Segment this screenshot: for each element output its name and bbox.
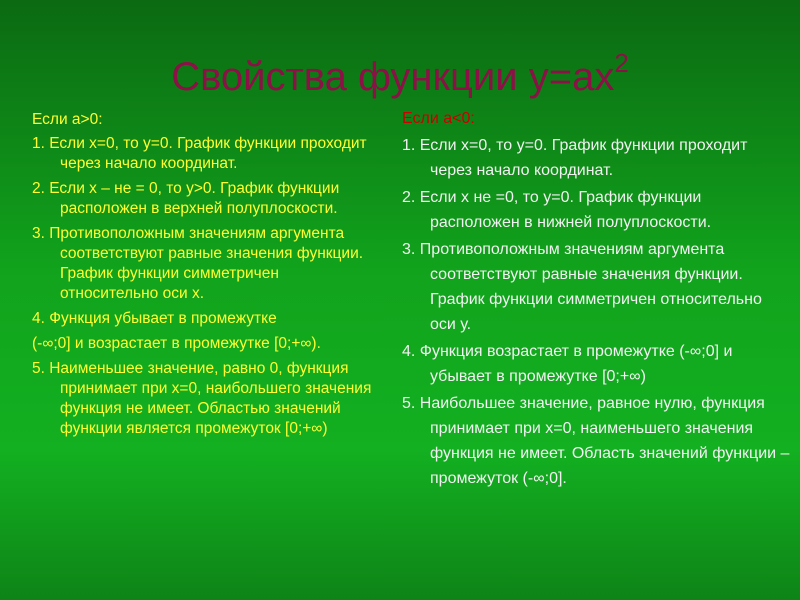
right-property-1: 1. Если х=0, то у=0. График функции проходит через начало координат. [402, 137, 748, 179]
right-property-5: 5. Наибольшее значение, равное нулю, функция принимает при х=0, наименьшего значения функция не имеет. Область значений функции – промежуток (-∞;0]. [402, 395, 790, 487]
right-column-heading: Если а<0: [402, 110, 475, 127]
right-property-2: 2. Если х не =0, то у=0. График функции расположен в нижней полуплоскости. [402, 189, 712, 231]
left-property-5: 5. Наименьшее значение, равно 0, функция принимает при х=0, наибольшего значения функция не имеет. Областью значений функции является промежуток [0;+∞) [32, 360, 372, 437]
left-property-4: 4. Функция убывает в промежутке [32, 310, 277, 327]
left-property-3: 3. Противоположным значениям аргумента соответствуют равные значения функции. График функции симметричен относительно оси х. [32, 225, 364, 302]
left-property-2: 2. Если х – не = 0, то у>0. График функции расположен в верхней полуплоскости. [32, 180, 340, 217]
left-column-heading: Если а>0: [32, 111, 103, 128]
left-column-a-positive [32, 110, 377, 444]
left-property-4-continued: (-∞;0] и возрастает в промежутке [0;+∞). [32, 335, 321, 352]
right-property-3: 3. Противоположным значениям аргумента соответствуют равные значения функции. График функции симметричен относительно оси у. [402, 241, 762, 333]
right-column-a-negative [402, 110, 792, 493]
slide-title-text: Свойства функции у=ах [171, 55, 615, 99]
slide-title [0, 48, 800, 100]
slide-title-exponent: 2 [614, 48, 629, 78]
right-property-4: 4. Функция возрастает в промежутке (-∞;0] и убывает в промежутке [0;+∞) [402, 343, 733, 385]
left-property-1: 1. Если х=0, то у=0. График функции проходит через начало координат. [32, 135, 367, 172]
